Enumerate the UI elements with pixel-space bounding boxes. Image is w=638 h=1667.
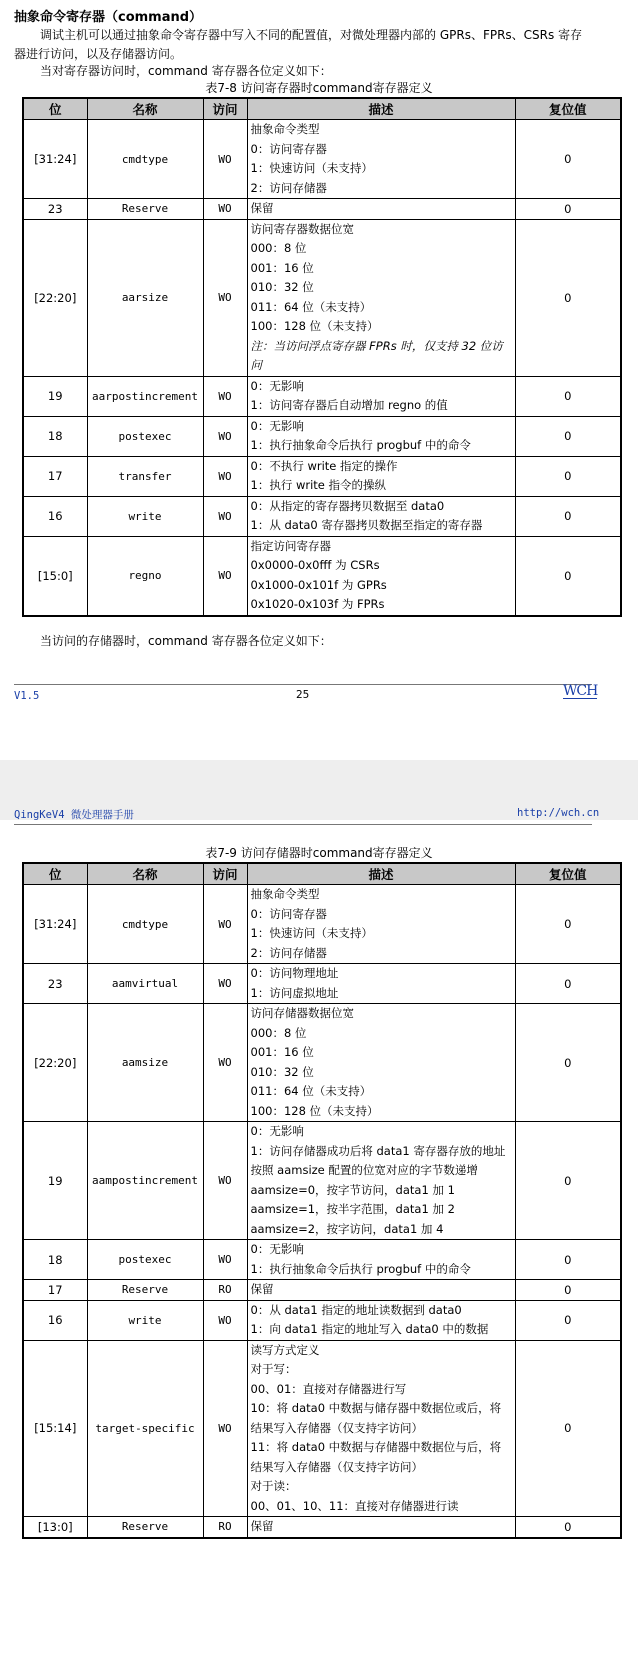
col-header-name: 名称 (87, 863, 203, 885)
cell-description (247, 1517, 515, 1538)
cell-access: WO (203, 1340, 247, 1517)
cell-name: aarpostincrement (87, 376, 203, 416)
cell-reset-value: 0 (515, 964, 621, 1004)
col-header-name: 名称 (87, 98, 203, 120)
description-line: 0x0000-0x0fff 为 CSRs (250, 558, 380, 572)
cell-name: write (87, 496, 203, 536)
cell-name: regno (87, 536, 203, 616)
description-line: 0：从指定的寄存器拷贝数据至 data0 (250, 498, 445, 513)
table-row (23, 1122, 621, 1240)
cell-description (247, 964, 515, 1004)
table-row (23, 885, 621, 964)
description-line: aamsize=0，按字节访问，data1 加 1 (250, 1182, 455, 1197)
description-line: 1：访问存储器成功后将 data1 寄存器存放的地址按照 aamsize 配置的位宽对应的字节数递增 (250, 1143, 506, 1177)
table-row (23, 219, 621, 376)
cell-reset-value: 0 (515, 376, 621, 416)
cell-name: postexec (87, 1240, 203, 1280)
description-line: 抽象命令类型 (250, 122, 320, 136)
table-row (23, 199, 621, 220)
cell-access: RO (203, 1517, 247, 1538)
manual-page-25 (0, 0, 638, 760)
table-row (23, 456, 621, 496)
col-header-reset-value: 复位值 (515, 98, 621, 120)
description-line: 0：不执行 write 指定的操作 (250, 458, 398, 473)
description-line: 100：128 位（未支持） (250, 319, 379, 333)
cell-name: transfer (87, 456, 203, 496)
description-line: 2：访问存储器 (250, 945, 327, 960)
cell-name: cmdtype (87, 885, 203, 964)
description-line: 0：无影响 (250, 378, 304, 393)
cell-access: WO (203, 199, 247, 220)
description-line: 保留 (250, 1282, 274, 1296)
cell-bits: 16 (23, 1300, 87, 1340)
cell-name: aamsize (87, 1004, 203, 1122)
description-line: 0：无影响 (250, 1124, 304, 1138)
table-row (23, 120, 621, 199)
description-line: 访问存储器数据位宽 (250, 1006, 354, 1020)
description-line: 00、01、10、11：直接对存储器进行读 (250, 1498, 459, 1513)
description-line: 1：执行 write 指令的操纵 (250, 478, 387, 492)
cell-reset-value: 0 (515, 496, 621, 536)
description-line: 1：快速访问（未支持） (250, 161, 373, 175)
cell-access: WO (203, 376, 247, 416)
memory-access-note: 当访问的存储器时，command 寄存器各位定义如下： (40, 634, 332, 648)
cell-description (247, 416, 515, 456)
cell-name: postexec (87, 416, 203, 456)
cell-reset-value: 0 (515, 1517, 621, 1538)
cell-name: aampostincrement (87, 1122, 203, 1240)
table-header (23, 98, 621, 120)
description-line: 010：32 位 (250, 1064, 314, 1079)
description-line: 011：64 位（未支持） (250, 1084, 372, 1098)
cell-description (247, 1340, 515, 1517)
header-rule (14, 824, 592, 825)
description-line: 011：64 位（未支持） (250, 299, 372, 314)
cell-access: WO (203, 456, 247, 496)
cell-reset-value: 0 (515, 1240, 621, 1280)
description-line: 100：128 位（未支持） (250, 1103, 379, 1118)
cell-access: WO (203, 1300, 247, 1340)
table-row (23, 416, 621, 456)
description-line: 001：16 位 (250, 1045, 314, 1059)
cell-access: WO (203, 496, 247, 536)
description-line: 1：执行抽象命令后执行 progbuf 中的命令 (250, 1261, 471, 1276)
description-line: 保留 (250, 1519, 274, 1533)
table-body (23, 885, 621, 1538)
description-line: 1：从 data0 寄存器拷贝数据至指定的寄存器 (250, 518, 483, 532)
cell-reset-value: 0 (515, 1280, 621, 1301)
description-line: 1：快速访问（未支持） (250, 926, 373, 940)
description-line: 0x1000-0x101f 为 GPRs (250, 577, 387, 592)
cell-reset-value: 0 (515, 1122, 621, 1240)
table-7-9-caption: 表7-9 访问存储器时command寄存器定义 (205, 846, 433, 860)
table-row (23, 1340, 621, 1517)
cell-bits: 17 (23, 1280, 87, 1301)
cell-description (247, 1240, 515, 1280)
cell-description (247, 456, 515, 496)
cell-bits: [15:14] (23, 1340, 87, 1517)
description-line: 访问寄存器数据位宽 (250, 221, 354, 236)
cell-reset-value: 0 (515, 219, 621, 376)
cell-bits: [31:24] (23, 120, 87, 199)
cell-bits: [22:20] (23, 219, 87, 376)
cell-access: RO (203, 1280, 247, 1301)
cell-name: write (87, 1300, 203, 1340)
table-row (23, 536, 621, 616)
col-header-description: 描述 (247, 98, 515, 120)
description-line: aamsize=1，按半字范围，data1 加 2 (250, 1202, 455, 1216)
description-line: 11：将 data0 中数据与存储器中数据位与后，将结果写入存储器（仅支持字访问） (250, 1440, 502, 1474)
memory-access-table (22, 862, 622, 1539)
col-header-access: 访问 (203, 98, 247, 120)
cell-bits: [15:0] (23, 536, 87, 616)
col-header-reset-value: 复位值 (515, 863, 621, 885)
cell-reset-value: 0 (515, 1300, 621, 1340)
col-header-description: 描述 (247, 863, 515, 885)
footer-page-number: 25 (296, 689, 310, 701)
description-note: 注：当访问浮点寄存器 FPRs 时，仅支持 32 位访问 (250, 338, 503, 372)
cell-access: WO (203, 1240, 247, 1280)
footer-rule (14, 684, 592, 685)
description-line: aamsize=2，按字访问，data1 加 4 (250, 1221, 444, 1236)
cell-access: WO (203, 964, 247, 1004)
cell-access: WO (203, 536, 247, 616)
cell-bits: 19 (23, 376, 87, 416)
wch-logo: WCH (563, 683, 598, 699)
cell-description (247, 1280, 515, 1301)
description-line: 2：访问存储器 (250, 180, 327, 195)
cell-access: WO (203, 885, 247, 964)
description-line: 10：将 data0 中数据与储存器中数据位或后，将结果写入存储器（仅支持字访问） (250, 1401, 502, 1435)
cell-bits: 23 (23, 199, 87, 220)
cell-bits: 18 (23, 416, 87, 456)
cell-description (247, 536, 515, 616)
description-line: 0：从 data1 指定的地址读数据到 data0 (250, 1302, 462, 1317)
description-line: 抽象命令类型 (250, 887, 320, 901)
table-row (23, 1517, 621, 1538)
cell-access: WO (203, 1122, 247, 1240)
cell-reset-value: 0 (515, 1004, 621, 1122)
cell-reset-value: 0 (515, 1340, 621, 1517)
cell-reset-value: 0 (515, 199, 621, 220)
cell-access: WO (203, 120, 247, 199)
cell-description (247, 199, 515, 220)
manual-page-26 (0, 807, 638, 1667)
cell-description (247, 885, 515, 964)
register-access-table (22, 97, 622, 617)
description-line: 1：向 data1 指定的地址写入 data0 中的数据 (250, 1322, 489, 1336)
cell-reset-value: 0 (515, 416, 621, 456)
description-line: 0：访问寄存器 (250, 141, 327, 156)
description-line: 对于读： (250, 1479, 297, 1493)
cell-description (247, 219, 515, 376)
register-access-note: 当对寄存器访问时，command 寄存器各位定义如下： (40, 64, 332, 78)
cell-description (247, 1122, 515, 1240)
cell-reset-value: 0 (515, 456, 621, 496)
cell-name: Reserve (87, 1280, 203, 1301)
description-line: 00、01：直接对存储器进行写 (250, 1381, 407, 1396)
table-row (23, 1280, 621, 1301)
description-line: 1：访问寄存器后自动增加 regno 的值 (250, 398, 448, 412)
description-line: 读写方式定义 (250, 1342, 320, 1357)
table-row (23, 964, 621, 1004)
cell-bits: 16 (23, 496, 87, 536)
cell-description (247, 496, 515, 536)
description-line: 000：8 位 (250, 241, 307, 255)
table-row (23, 496, 621, 536)
cell-bits: 17 (23, 456, 87, 496)
cell-reset-value: 0 (515, 885, 621, 964)
table-7-8-caption: 表7-8 访问寄存器时command寄存器定义 (205, 81, 433, 95)
cell-bits: 18 (23, 1240, 87, 1280)
cell-bits: [13:0] (23, 1517, 87, 1538)
cell-description (247, 120, 515, 199)
description-line: 对于写： (250, 1362, 297, 1376)
description-line: 0x1020-0x103f 为 FPRs (250, 597, 385, 611)
header-manual-title: QingKeV4 微处理器手册 (14, 809, 134, 821)
cell-access: WO (203, 416, 247, 456)
cell-name: cmdtype (87, 120, 203, 199)
cell-description (247, 1300, 515, 1340)
section-title: 抽象命令寄存器（command） (14, 10, 203, 25)
table-row (23, 1300, 621, 1340)
cell-name: Reserve (87, 1517, 203, 1538)
col-header-bits: 位 (23, 863, 87, 885)
cell-description (247, 376, 515, 416)
description-line: 保留 (250, 201, 274, 215)
intro-paragraph: 调试主机可以通过抽象命令寄存器中写入不同的配置值，对微处理器内部的 GPRs、FPRs、CSRs 寄存器进行访问，以及存储器访问。 (14, 28, 583, 61)
cell-reset-value: 0 (515, 536, 621, 616)
col-header-access: 访问 (203, 863, 247, 885)
cell-name: Reserve (87, 199, 203, 220)
footer-version: V1.5 (14, 690, 40, 702)
col-header-bits: 位 (23, 98, 87, 120)
description-line: 001：16 位 (250, 260, 314, 275)
cell-access: WO (203, 1004, 247, 1122)
cell-reset-value: 0 (515, 120, 621, 199)
cell-bits: [31:24] (23, 885, 87, 964)
description-line: 010：32 位 (250, 280, 314, 294)
table-row (23, 1240, 621, 1280)
description-line: 0：无影响 (250, 418, 304, 433)
description-line: 0：访问物理地址 (250, 966, 339, 980)
description-line: 指定访问寄存器 (250, 538, 331, 553)
cell-access: WO (203, 219, 247, 376)
description-line: 0：无影响 (250, 1242, 304, 1256)
cell-description (247, 1004, 515, 1122)
table-row (23, 1004, 621, 1122)
cell-name: aarsize (87, 219, 203, 376)
description-line: 1：执行抽象命令后执行 progbuf 中的命令 (250, 438, 471, 452)
table-body (23, 120, 621, 616)
cell-bits: 19 (23, 1122, 87, 1240)
table-header (23, 863, 621, 885)
description-line: 1：访问虚拟地址 (250, 985, 339, 1000)
cell-bits: 23 (23, 964, 87, 1004)
header-website-link[interactable]: http://wch.cn (517, 807, 600, 819)
table-row (23, 376, 621, 416)
description-line: 000：8 位 (250, 1025, 307, 1040)
cell-bits: [22:20] (23, 1004, 87, 1122)
cell-name: target-specific (87, 1340, 203, 1517)
cell-name: aamvirtual (87, 964, 203, 1004)
description-line: 0：访问寄存器 (250, 906, 327, 921)
